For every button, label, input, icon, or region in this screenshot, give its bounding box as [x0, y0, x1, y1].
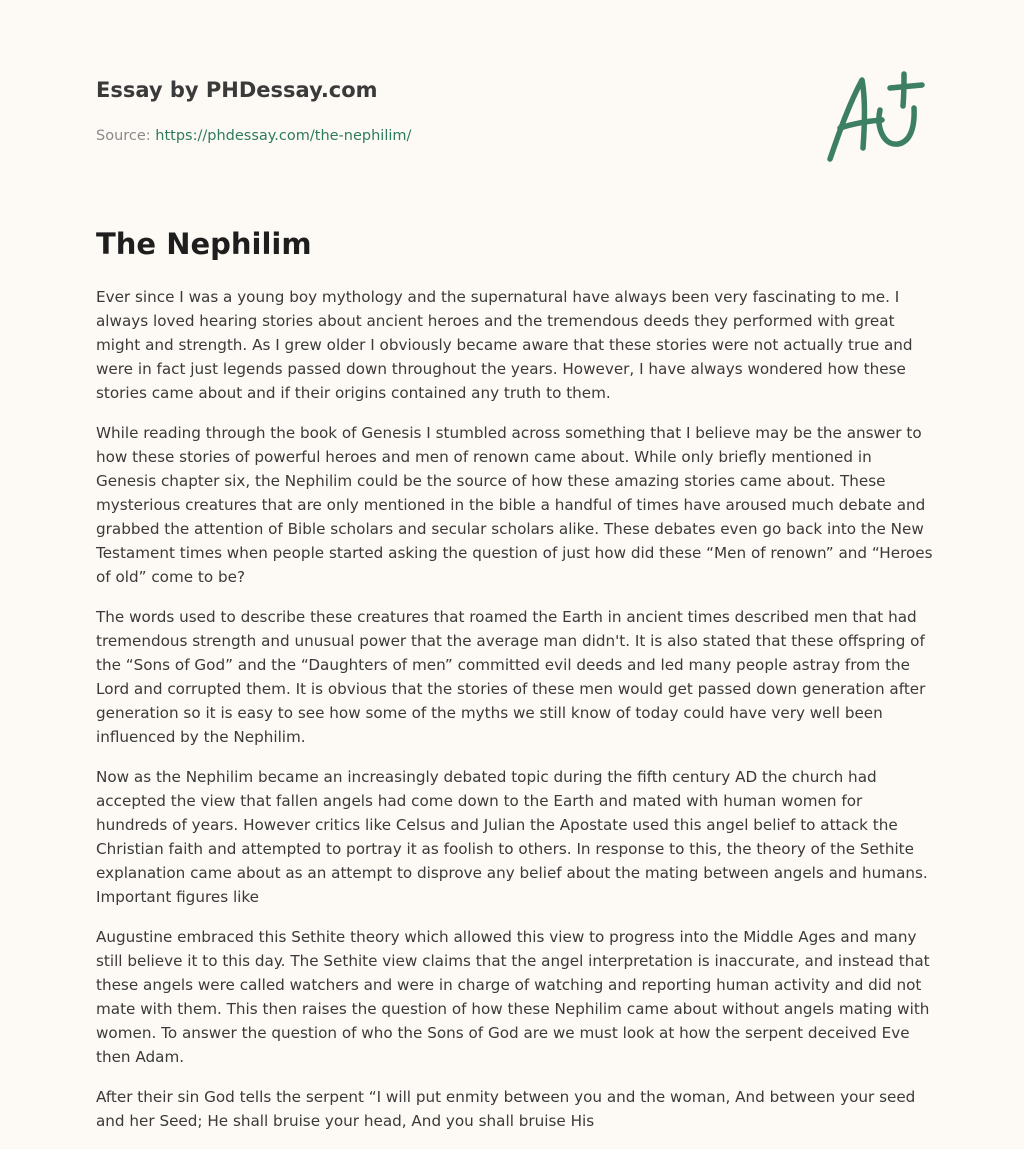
essay-title: The Nephilim — [96, 227, 312, 261]
essay-paragraph: Now as the Nephilim became an increasingly debated topic during the fifth century AD the church had accepted the view that fallen angels had come down to the Earth and mated with human women for hundreds of years. However critics like Celsus and Julian the Apostate used this angel belief to attack the Christian faith and attempted to portray it as foolish to others. In response to this, the theory of the Sethite explanation came about as an attempt to disprove any belief about the mating between angels and humans. Important figures like — [96, 768, 928, 906]
essay-paragraph: Ever since I was a young boy mythology and the supernatural have always been very fascinating to me. I always loved hearing stories about ancient heroes and the tremendous deeds they performed with great might and strength. As I grew older I obviously became aware that these stories were not actually true and were in fact just legends passed down throughout the years. However, I have always wondered how these stories came about and if their origins contained any truth to them. — [96, 288, 913, 402]
essay-body — [96, 285, 936, 1149]
source-link[interactable]: https://phdessay.com/the-nephilim/ — [155, 128, 412, 144]
essay-paragraph: After their sin God tells the serpent “I will put enmity between you and the woman, And between your seed and her Seed; He shall bruise your head, And you shall bruise His — [96, 1088, 916, 1130]
source-label: Source: — [96, 128, 151, 144]
source-line — [96, 126, 696, 146]
essay-paragraph: While reading through the book of Genesis I stumbled across something that I believe may be the answer to how these stories of powerful heroes and men of renown came about. While only briefly mentioned in Genesis chapter six, the Nephilim could be the source of how these amazing stories came about. These mysterious creatures that are only mentioned in the bible a handful of times have aroused much debate and grabbed the attention of Bible scholars and secular scholars alike. These debates even go back into the New Testament times when people started asking the question of just how did these “Men of renown” and “Heroes of old” come to be? — [96, 424, 933, 586]
page-header — [96, 74, 696, 146]
site-title: Essay by PHDessay.com — [96, 78, 378, 102]
essay-paragraph: The words used to describe these creatures that roamed the Earth in ancient times described men that had tremendous strength and unusual power that the average man didn't. It is also stated that these offspring of the “Sons of God” and the “Daughters of men” committed evil deeds and led many people astray from the Lord and corrupted them. It is obvious that the stories of these men would get passed down generation after generation so it is easy to see how some of the myths we still know of today could have very well been influenced by the Nephilim. — [96, 608, 926, 746]
essay-paragraph: Augustine embraced this Sethite theory which allowed this view to progress into the Middle Ages and many still believe it to this day. The Sethite view claims that the angel interpretation is inaccurate, and instead that these angels were called watchers and were in charge of watching and reporting human activity and did not mate with them. This then raises the question of how these Nephilim came about without angels mating with women. To answer the question of who the Sons of God are we must look at how the serpent deceived Eve then Adam. — [96, 928, 930, 1066]
a-plus-logo-icon — [820, 66, 930, 166]
